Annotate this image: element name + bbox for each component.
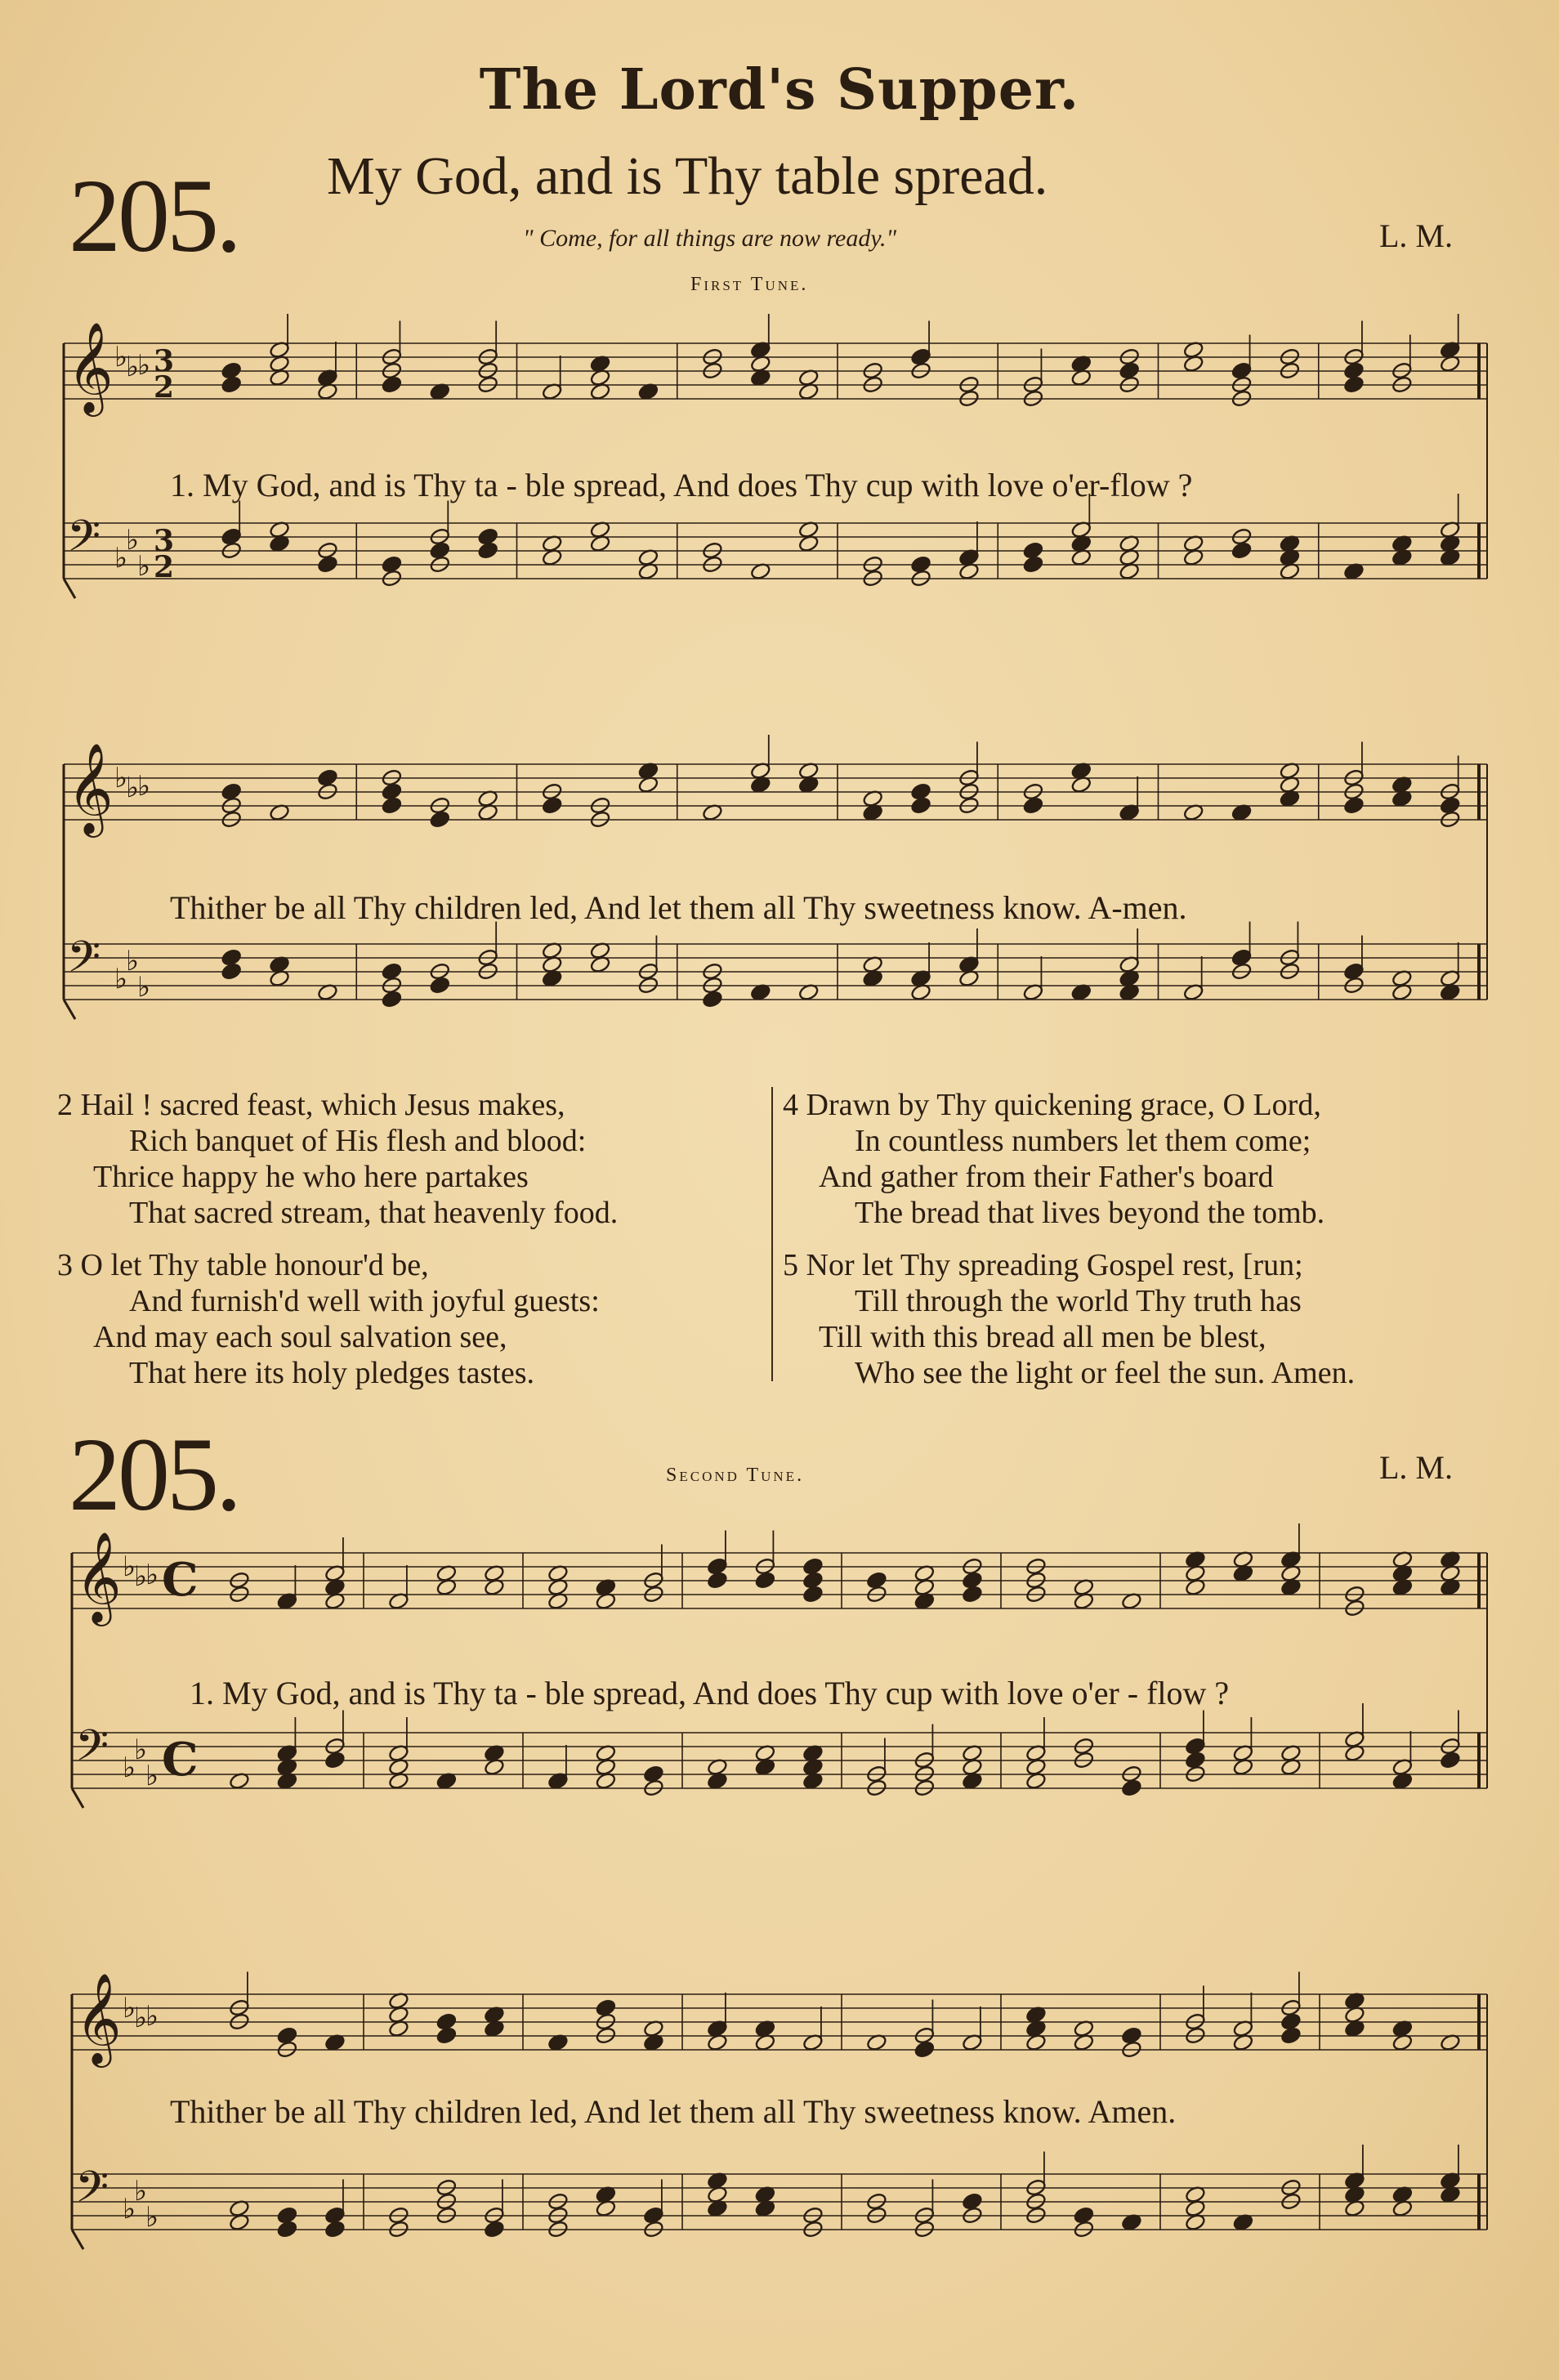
verse-line xyxy=(57,1087,760,1123)
flat-icon: ♭ xyxy=(123,1751,136,1784)
half-note-icon xyxy=(1121,1778,1142,1797)
second-tune-label: Second Tune. xyxy=(666,1465,805,1486)
flat-icon: ♭ xyxy=(137,971,151,1004)
flat-icon: ♭ xyxy=(145,1559,159,1591)
half-note-icon xyxy=(381,375,402,394)
bass-clef-icon: 𝄢 xyxy=(67,933,101,993)
treble-clef-icon: 𝄞 xyxy=(75,1531,122,1622)
half-note-icon xyxy=(542,796,563,815)
verse-number: 2 xyxy=(57,1088,81,1122)
verse-line: And gather from their Father's board xyxy=(819,1160,1274,1194)
second-meter-label: L. M. xyxy=(1379,1449,1453,1486)
verse-line xyxy=(783,1087,1518,1123)
verse-divider xyxy=(771,1087,773,1381)
time-signature: 3 xyxy=(154,344,175,378)
bass-clef-icon: 𝄢 xyxy=(75,2163,109,2223)
bass-clef-icon: 𝄢 xyxy=(75,1721,109,1782)
flat-icon: ♭ xyxy=(114,341,128,374)
verse-line xyxy=(57,1247,760,1283)
flat-icon: ♭ xyxy=(134,2002,148,2034)
verse-line: Who see the light or feel the sun. Amen. xyxy=(855,1356,1356,1390)
time-signature: 2 xyxy=(154,370,175,405)
time-signature: 2 xyxy=(154,550,175,584)
flat-icon: ♭ xyxy=(114,762,128,794)
flat-icon: ♭ xyxy=(123,1550,136,1583)
half-note-icon xyxy=(802,1585,824,1604)
half-note-icon xyxy=(477,541,498,560)
half-note-icon xyxy=(317,555,338,574)
half-note-icon xyxy=(221,375,242,394)
verse-line: And may each soul salvation see, xyxy=(93,1320,507,1354)
half-note-icon xyxy=(1280,2026,1302,2045)
half-note-icon xyxy=(381,990,402,1009)
flat-icon: ♭ xyxy=(137,770,151,803)
verse-number: 4 xyxy=(783,1088,806,1122)
half-note-icon xyxy=(276,2220,297,2239)
verse-line: That here its holy pledges tastes. xyxy=(129,1356,534,1390)
second-tune-lyric-1: 1. My God, and is Thy ta - ble spread, And does Thy cup with love o'er - flow ? xyxy=(190,1675,1230,1711)
half-note-icon xyxy=(324,1751,346,1769)
half-note-icon xyxy=(702,990,723,1009)
verse-line: That sacred stream, that heavenly food. xyxy=(129,1196,619,1230)
time-signature: C xyxy=(162,1553,199,1607)
hymn-number: 205. xyxy=(69,158,239,274)
system-bracket-hook xyxy=(64,579,75,598)
first-tune-lyric-1: 1. My God, and is Thy ta - ble spread, And does Thy cup with love o'er-flow ? xyxy=(170,467,1193,503)
flat-icon: ♭ xyxy=(137,349,151,382)
system-bracket-hook xyxy=(64,1000,75,1019)
time-signature: C xyxy=(162,1733,199,1787)
verse-text: Nor let Thy spreading Gospel rest, [run; xyxy=(806,1248,1303,1282)
half-note-icon xyxy=(429,810,450,829)
verses-right xyxy=(783,1087,1518,1407)
half-note-icon xyxy=(1231,541,1252,560)
flat-icon: ♭ xyxy=(134,1734,148,1766)
flat-icon: ♭ xyxy=(123,1992,136,2024)
flat-icon: ♭ xyxy=(114,542,128,575)
flat-icon: ♭ xyxy=(145,2000,159,2033)
half-note-icon xyxy=(324,2220,346,2239)
hymn-title: My God, and is Thy table spread. xyxy=(327,146,1048,206)
second-hymn-number: 205. xyxy=(69,1416,239,1532)
flat-icon: ♭ xyxy=(126,772,140,804)
flat-icon: ♭ xyxy=(145,1760,159,1792)
verse-line: The bread that lives beyond the tomb. xyxy=(855,1196,1325,1230)
half-note-icon xyxy=(484,2220,505,2239)
half-note-icon xyxy=(707,1571,728,1590)
first-tune-label: First Tune. xyxy=(690,274,809,295)
verses-left xyxy=(57,1087,760,1407)
flat-icon: ♭ xyxy=(126,524,140,557)
half-note-icon xyxy=(1022,796,1043,815)
half-note-icon xyxy=(1440,1751,1461,1769)
verse-line: And furnish'd well with joyful guests: xyxy=(129,1284,600,1318)
flat-icon: ♭ xyxy=(134,1560,148,1593)
verse-block xyxy=(57,1247,760,1391)
verse-line: In countless numbers let them come; xyxy=(855,1124,1311,1158)
half-note-icon xyxy=(962,1585,983,1604)
flat-icon: ♭ xyxy=(126,945,140,978)
flat-icon: ♭ xyxy=(145,2201,159,2234)
flat-icon: ♭ xyxy=(137,550,151,583)
first-tune-lyric-2: Thither be all Thy children led, And let them all Thy sweetness know. A-men. xyxy=(170,889,1187,926)
half-note-icon xyxy=(1343,375,1365,394)
half-note-icon xyxy=(436,2026,457,2045)
half-note-icon xyxy=(1022,555,1043,574)
flat-icon: ♭ xyxy=(134,2175,148,2208)
half-note-icon xyxy=(914,2040,935,2059)
verse-block xyxy=(783,1247,1518,1391)
verse-text: Drawn by Thy quickening grace, O Lord, xyxy=(806,1088,1321,1122)
bass-clef-icon: 𝄢 xyxy=(67,512,101,572)
half-note-icon xyxy=(754,1571,775,1590)
treble-clef-icon: 𝄞 xyxy=(67,742,114,834)
verse-text: O let Thy table honour'd be, xyxy=(80,1248,429,1282)
music-system-svg xyxy=(65,1962,1495,2321)
system-bracket-hook xyxy=(72,1788,83,1808)
treble-clef-icon: 𝄞 xyxy=(75,1972,122,2064)
half-note-icon xyxy=(429,976,450,995)
section-header: The Lord's Supper. xyxy=(479,57,1080,123)
second-tune-system-2 xyxy=(65,1962,1495,2321)
verse-line: Rich banquet of His flesh and blood: xyxy=(129,1124,587,1158)
half-note-icon xyxy=(381,796,402,815)
verse-line: Till through the world Thy truth has xyxy=(855,1284,1302,1318)
second-tune-lyric-2: Thither be all Thy children led, And let them all Thy sweetness know. Amen. xyxy=(170,2093,1177,2130)
flat-icon: ♭ xyxy=(126,351,140,383)
flat-icon: ♭ xyxy=(123,2193,136,2226)
half-note-icon xyxy=(910,796,931,815)
hymn-subtitle: " Come, for all things are now ready." xyxy=(523,225,897,252)
verse-line: Thrice happy he who here partakes xyxy=(93,1160,529,1194)
verse-text: Hail ! sacred feast, which Jesus makes, xyxy=(80,1088,565,1122)
time-signature: 3 xyxy=(154,524,175,558)
verse-number: 5 xyxy=(783,1248,806,1282)
verse-block xyxy=(57,1087,760,1231)
half-note-icon xyxy=(1343,796,1365,815)
verse-line xyxy=(783,1247,1518,1283)
verse-line: Till with this bread all men be blest, xyxy=(819,1320,1266,1354)
treble-clef-icon: 𝄞 xyxy=(67,321,114,413)
verse-block xyxy=(783,1087,1518,1231)
half-note-icon xyxy=(221,962,242,981)
system-bracket-hook xyxy=(72,2230,83,2249)
flat-icon: ♭ xyxy=(114,963,128,995)
meter-label: L. M. xyxy=(1379,217,1453,254)
verse-number: 3 xyxy=(57,1248,81,1282)
